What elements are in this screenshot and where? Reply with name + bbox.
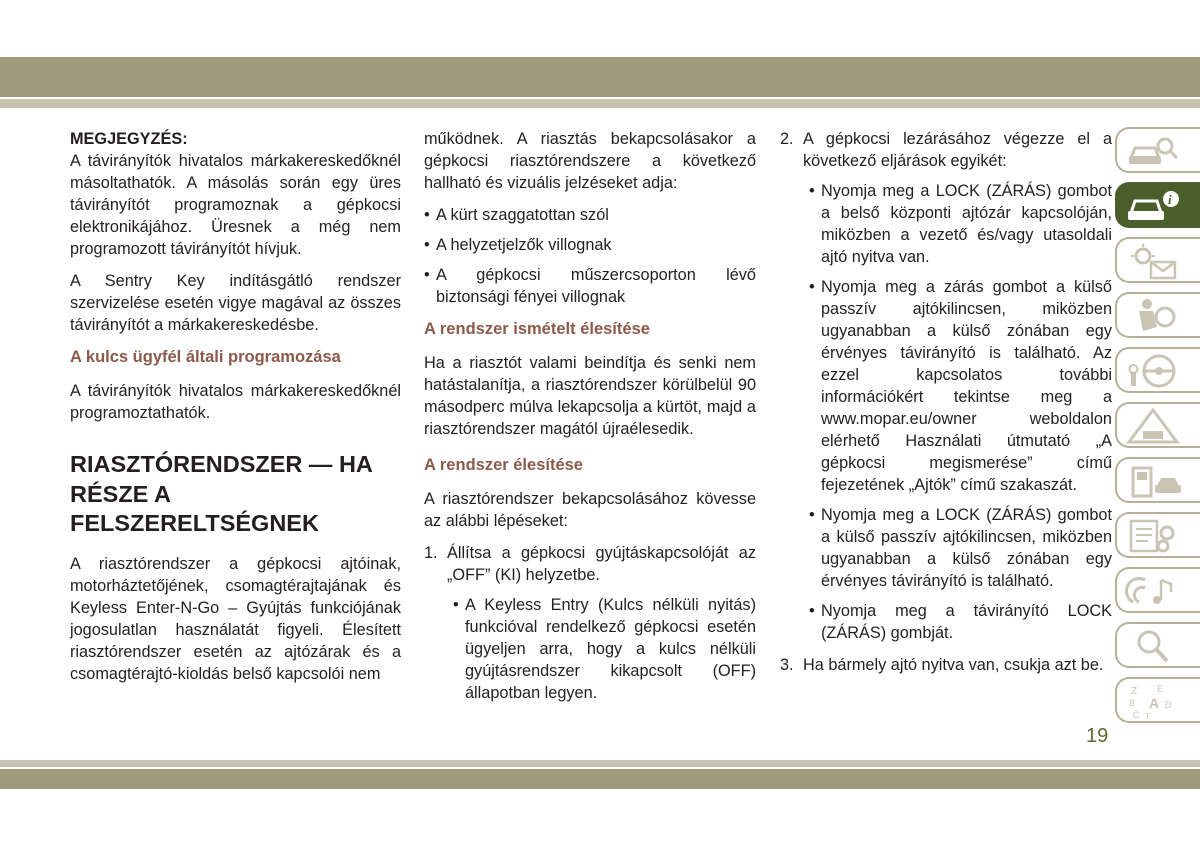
step-item [424,542,756,704]
tab-index[interactable] [1115,677,1200,723]
svg-text:B: B [1129,698,1136,708]
tab-car-info[interactable] [1115,182,1200,228]
note-text: A távirányítók hivatalos márkakereskedőknél másoltathatók. A másolás során egy üres távirányítót programoznak a gépkocsi elektronikájához. Üresnek a még nem programozott távirányítót hívjuk. [70,152,401,258]
section-heading-arm: A rendszer élesítése [424,456,583,474]
step-text: Állítsa a gépkocsi gyújtáskapcsolóját az „OFF” (KI) helyzetbe. [447,544,756,584]
search-icon [1123,627,1183,665]
arm-steps [424,542,756,704]
arm-paragraph: A riasztórendszer bekapcsolásához kövesse az alábbi lépéseket: [424,490,756,530]
footer-band [0,769,1200,789]
svg-text:D: D [1165,700,1172,710]
section-heading-rearm: A rendszer ismételt élesítése [424,320,650,338]
tab-servicing[interactable] [1115,457,1200,503]
step-number: 3. [780,656,794,674]
header-band [0,57,1200,97]
tab-specs[interactable] [1115,512,1200,558]
airbag-seat-icon [1123,297,1183,335]
list-item: • A helyzetjelzők villognak [424,234,756,256]
list-item: • A Keyless Entry (Kulcs nélküli nyitás) funkcióval rendelkező gépkocsi esetén ügyeljen arra, hogy a kulcs nélküli gyújtásrendszer kikapcsolt (OFF) állapotban legyen. [453,594,756,704]
continue-paragraph: működnek. A riasztás bekapcsolásakor a gépkocsi riasztórendszere a következő hallható és vizuális jelzéseket adja: [424,130,756,192]
sentry-paragraph: A Sentry Key indításgátló rendszer szervizelése esetén vigye magával az összes távirányítót a márkakereskedésbe. [70,272,401,334]
svg-text:A: A [1149,695,1160,711]
svg-text:T: T [1145,712,1150,720]
alphabet-index-icon [1123,682,1183,720]
step-text: Ha bármely ajtó nyitva van, csukja azt be. [803,656,1104,674]
hazard-triangle-icon [1123,407,1183,445]
header-band-line [0,99,1200,108]
multimedia-icon [1123,572,1183,610]
footer-band-line [0,760,1200,767]
car-search-icon [1123,132,1183,170]
column-2 [424,128,756,714]
step-number: 1. [424,544,438,562]
svg-text:C: C [1133,710,1140,720]
tab-multimedia[interactable] [1115,567,1200,613]
tab-starting[interactable] [1115,347,1200,393]
tab-warning-lights[interactable] [1115,237,1200,283]
tab-emergency[interactable] [1115,402,1200,448]
section-heading-programming: A kulcs ügyfél általi programozása [70,348,341,366]
list-item: • Nyomja meg a LOCK (ZÁRÁS) gombot a külső passzív ajtókilincsen, miközben ugyanabban a külső zónában egy érvényes távirányító is található. [809,504,1112,592]
list-item: • Nyomja meg a zárás gombot a külső passzív ajtókilincsen, miközben ugyanabban a külső zónában egy érvényes távirányító is található. Az ezzel kapcsolatos további információkért tekintse meg a www.mopar.eu/owner weboldalon elérhető Használati útmutató „A gépkocsi megismerése” című fejezetének „Ajtók” című szakaszát. [809,276,1112,496]
step-number: 2. [780,130,794,148]
tab-car-search[interactable] [1115,127,1200,173]
programming-paragraph: A távirányítók hivatalos márkakereskedőknél programoztathatók. [70,382,401,422]
list-item: • A gépkocsi műszercsoporton lévő biztonsági fényei villognak [424,264,756,308]
step-sublist [809,180,1112,644]
warning-light-message-icon [1123,242,1183,280]
tab-safety[interactable] [1115,292,1200,338]
specs-gears-icon [1123,517,1183,555]
list-item: • Nyomja meg a távirányító LOCK (ZÁRÁS) gombját. [809,600,1112,644]
list-item: • A kürt szaggatottan szól [424,204,756,226]
car-info-icon [1123,187,1183,225]
main-heading: RIASZTÓRENDSZER — HA RÉSZE A FELSZERELTSÉGNEK [70,451,373,536]
step-item [780,128,1112,644]
signal-list [424,204,756,308]
steering-wheel-key-icon [1123,352,1183,390]
tab-search[interactable] [1115,622,1200,668]
column-1 [70,128,401,695]
alarm-paragraph: A riasztórendszer a gépkocsi ajtóinak, motorháztetőjének, csomagtérajtajának és Keyless Enter-N-Go – Gyújtás funkciójának jogosulatlan használatát figyeli. Élesített riasztórendszer esetén az ajtózárak és a csomagtérajtó-kioldás belső kapcsolói nem [70,554,401,683]
step-sublist [453,594,756,704]
svg-text:Z: Z [1131,686,1138,697]
svg-text:i: i [1168,192,1172,207]
svg-text:E: E [1157,684,1164,694]
step-item [780,654,1112,676]
rearm-paragraph: Ha a riasztót valami beindítja és senki nem hatástalanítja, a riasztórendszer körülbelül 90 másodperc múlva lekapcsolja a kürtöt, majd a riasztórendszer magától újraélesedik. [424,354,756,438]
step-text: A gépkocsi lezárásához végezze el a következő eljárások egyikét: [803,130,1112,170]
fuel-pump-car-icon [1123,462,1183,500]
page-number: 19 [1086,725,1109,747]
list-item: • Nyomja meg a LOCK (ZÁRÁS) gombot a belső központi ajtózár kapcsolóján, miközben a vezető és/vagy utasoldali ajtó nyitva van. [809,180,1112,268]
arm-steps-continued [780,128,1112,676]
column-3 [780,128,1112,686]
note-title: MEGJEGYZÉS: [70,130,188,148]
